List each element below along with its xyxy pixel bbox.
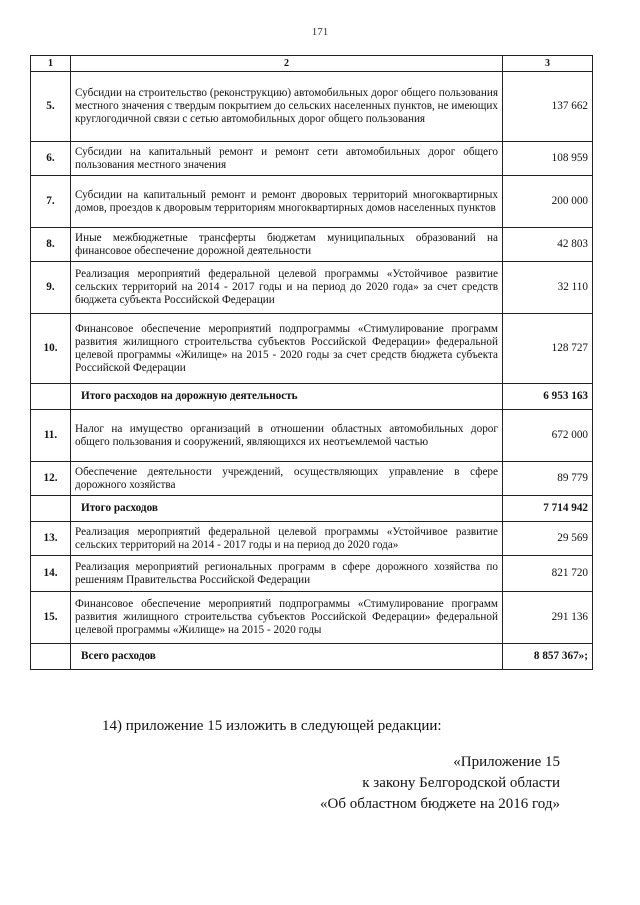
row-amount: 108 959 xyxy=(503,142,593,176)
budget-table xyxy=(30,55,593,670)
row-number: 14. xyxy=(31,556,71,592)
table-row xyxy=(31,462,593,496)
row-description: Иные межбюджетные трансферты бюджетам муниципальных образований на финансовое обеспечение дорожной деятельности xyxy=(71,228,503,262)
row-number: 8. xyxy=(31,228,71,262)
row-description: Всего расходов xyxy=(71,644,503,670)
row-description: Налог на имущество организаций в отношении областных автомобильных дорог общего пользования и сооружений, являющихся их неотъемлемой частью xyxy=(71,410,503,462)
table-header-row xyxy=(31,56,593,72)
row-description: Реализация мероприятий региональных программ в сфере дорожного хозяйства по решениям Правительства Российской Федерации xyxy=(71,556,503,592)
row-number: 5. xyxy=(31,72,71,142)
row-description: Финансовое обеспечение мероприятий подпрограммы «Стимулирование программ развития жилищного строительства субъектов Российской Федерации» федеральной целевой программы «Жилище» на 2015 - 2020 годы xyxy=(71,592,503,644)
row-amount: 32 110 xyxy=(503,262,593,314)
row-number xyxy=(31,384,71,410)
table-total-row xyxy=(31,496,593,522)
row-amount: 89 779 xyxy=(503,462,593,496)
table-total-row xyxy=(31,384,593,410)
table-row xyxy=(31,522,593,556)
row-number: 15. xyxy=(31,592,71,644)
appendix-title: «Приложение 15 xyxy=(453,754,560,770)
row-amount: 672 000 xyxy=(503,410,593,462)
row-number: 10. xyxy=(31,314,71,384)
table-row xyxy=(31,228,593,262)
row-amount: 7 714 942 xyxy=(503,496,593,522)
page-number: 171 xyxy=(311,26,329,38)
row-number: 12. xyxy=(31,462,71,496)
row-amount: 42 803 xyxy=(503,228,593,262)
row-amount: 821 720 xyxy=(503,556,593,592)
table-body xyxy=(31,72,593,670)
row-number: 6. xyxy=(31,142,71,176)
row-number: 7. xyxy=(31,176,71,228)
row-description: Субсидии на строительство (реконструкцию) автомобильных дорог общего пользования местного значения с твердым покрытием до сельских населенных пунктов, не имеющих круглогодичной связи с сетью автомобильных дорог общего пользования xyxy=(71,72,503,142)
row-amount: 137 662 xyxy=(503,72,593,142)
row-description: Итого расходов xyxy=(71,496,503,522)
row-description: Обеспечение деятельности учреждений, осуществляющих управление в сфере дорожного хозяйства xyxy=(71,462,503,496)
row-description: Реализация мероприятий федеральной целевой программы «Устойчивое развитие сельских территорий на 2014 - 2017 годы и на период до 2020 года» за счет средств бюджета субъекта Российской Федерации xyxy=(71,262,503,314)
appendix-heading xyxy=(260,752,560,815)
table-row xyxy=(31,72,593,142)
row-description: Субсидии на капитальный ремонт и ремонт дворовых территорий многоквартирных домов, проездов к дворовым территориям многоквартирных домов населенных пунктов xyxy=(71,176,503,228)
table-row xyxy=(31,314,593,384)
column-header-name: 2 xyxy=(71,56,503,72)
row-amount: 6 953 163 xyxy=(503,384,593,410)
row-number: 11. xyxy=(31,410,71,462)
row-amount: 29 569 xyxy=(503,522,593,556)
column-header-number: 1 xyxy=(31,56,71,72)
row-amount: 200 000 xyxy=(503,176,593,228)
table-row xyxy=(31,556,593,592)
row-amount: 291 136 xyxy=(503,592,593,644)
appendix-law-reference: к закону Белгородской области xyxy=(362,775,560,791)
appendix-law-name: «Об областном бюджете на 2016 год» xyxy=(320,796,560,812)
row-number xyxy=(31,644,71,670)
table-row xyxy=(31,410,593,462)
row-description: Реализация мероприятий федеральной целевой программы «Устойчивое развитие сельских территорий на 2014 - 2017 годы и на период до 2020 года» xyxy=(71,522,503,556)
amendment-instruction: 14) приложение 15 изложить в следующей редакции: xyxy=(102,718,442,734)
table-row xyxy=(31,176,593,228)
row-description: Итого расходов на дорожную деятельность xyxy=(71,384,503,410)
row-description: Субсидии на капитальный ремонт и ремонт сети автомобильных дорог общего пользования местного значения xyxy=(71,142,503,176)
table-row xyxy=(31,592,593,644)
row-number: 9. xyxy=(31,262,71,314)
column-header-sum: 3 xyxy=(503,56,593,72)
table-total-row xyxy=(31,644,593,670)
row-amount: 128 727 xyxy=(503,314,593,384)
table-row xyxy=(31,262,593,314)
row-description: Финансовое обеспечение мероприятий подпрограммы «Стимулирование программ развития жилищного строительства субъектов Российской Федерации» федеральной целевой программы «Жилище» на 2015 - 2020 годы за счет средств бюджета субъекта Российской Федерации xyxy=(71,314,503,384)
row-amount: 8 857 367»; xyxy=(503,644,593,670)
table-row xyxy=(31,142,593,176)
row-number xyxy=(31,496,71,522)
row-number: 13. xyxy=(31,522,71,556)
